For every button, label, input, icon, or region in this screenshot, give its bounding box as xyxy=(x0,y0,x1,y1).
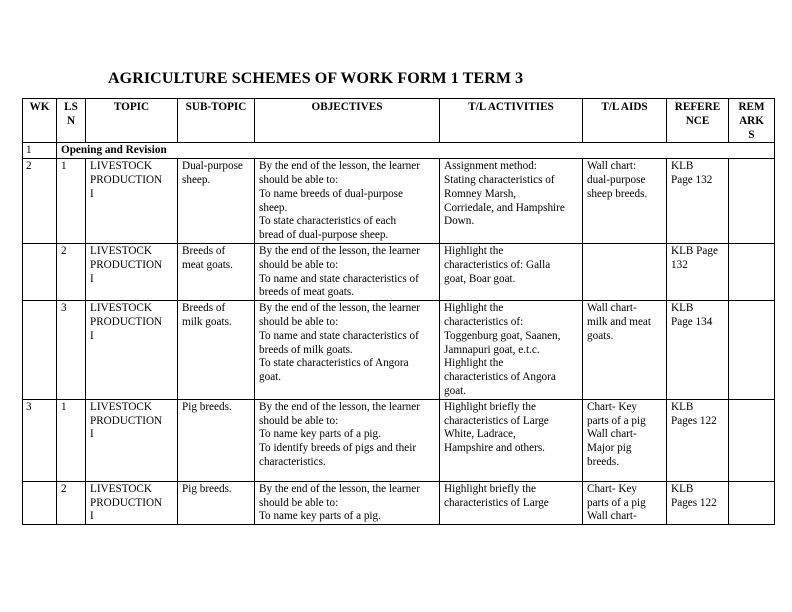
text-line: dual-purpose xyxy=(587,173,646,186)
text-line: characteristics of: Galla xyxy=(444,258,551,271)
header-topic: TOPIC xyxy=(86,99,178,143)
text-line: I xyxy=(90,510,94,523)
text-line: ARK xyxy=(739,114,764,127)
text-line: Highlight briefly the xyxy=(444,400,536,413)
text-line: PRODUCTION xyxy=(90,496,163,509)
subtopic-cell xyxy=(178,399,255,481)
text-line: sheep. xyxy=(259,201,288,214)
topic-cell xyxy=(86,301,178,400)
reference-cell xyxy=(667,481,729,524)
text-line: PRODUCTION xyxy=(90,414,163,427)
text-line: goat, Boar goat. xyxy=(444,272,516,285)
remarks-cell xyxy=(729,399,775,481)
text-line: PRODUCTION xyxy=(90,315,163,328)
text-line: Chart- Key xyxy=(587,482,638,495)
activities-cell xyxy=(440,481,583,524)
text-line: By the end of the lesson, the learner xyxy=(259,160,420,173)
text-line: LIVESTOCK xyxy=(90,244,152,257)
header-activities: T/L ACTIVITIES xyxy=(440,99,583,143)
lsn-cell: 2 xyxy=(57,243,86,300)
text-line: By the end of the lesson, the learner xyxy=(259,482,420,495)
objectives-cell xyxy=(255,481,440,524)
opening-row xyxy=(23,143,775,159)
text-line: sheep. xyxy=(182,173,211,186)
table-row xyxy=(23,399,775,481)
header-objectives: OBJECTIVES xyxy=(255,99,440,143)
text-line: Hampshire and others. xyxy=(444,442,545,455)
objectives-cell xyxy=(255,159,440,244)
aids-cell xyxy=(583,159,667,244)
subtopic-cell xyxy=(178,481,255,524)
reference-cell xyxy=(667,243,729,300)
text-line: To name breeds of dual-purpose xyxy=(259,187,403,200)
topic-cell xyxy=(86,481,178,524)
text-line: breeds of meat goats. xyxy=(259,286,355,299)
text-line: Wall chart- xyxy=(587,428,637,441)
text-line: Toggenburg goat, Saanen, xyxy=(444,329,561,342)
text-line: REM xyxy=(738,101,765,113)
aids-cell xyxy=(583,399,667,481)
wk-cell: 2 xyxy=(23,159,57,244)
text-line: breeds. xyxy=(587,455,619,468)
text-line: Major pig xyxy=(587,442,632,455)
text-line: characteristics of Large xyxy=(444,414,549,427)
text-line: S xyxy=(748,128,755,141)
text-line: Highlight the xyxy=(444,357,504,370)
text-line: Wall chart- xyxy=(587,510,637,523)
table-row xyxy=(23,243,775,300)
table-row xyxy=(23,481,775,524)
text-line: Wall chart: xyxy=(587,160,637,173)
text-line: By the end of the lesson, the learner xyxy=(259,302,420,315)
text-line: KLB xyxy=(671,482,694,495)
text-line: To state characteristics of Angora xyxy=(259,357,409,370)
subtopic-cell xyxy=(178,301,255,400)
objectives-cell xyxy=(255,301,440,400)
text-line: LS xyxy=(64,101,78,113)
wk-cell xyxy=(23,481,57,524)
text-line: KLB xyxy=(671,400,694,413)
header-subtopic: SUB-TOPIC xyxy=(178,99,255,143)
text-line: To state characteristics of each xyxy=(259,215,397,228)
wk-cell xyxy=(23,301,57,400)
text-line: characteristics of: xyxy=(444,315,524,328)
text-line: Pages 122 xyxy=(671,496,717,509)
header-row xyxy=(23,99,775,143)
subtopic-cell xyxy=(178,159,255,244)
text-line: LIVESTOCK xyxy=(90,400,152,413)
topic-cell xyxy=(86,159,178,244)
aids-cell xyxy=(583,243,667,300)
text-line: Pig breeds. xyxy=(182,400,232,413)
text-line: To identify breeds of pigs and their xyxy=(259,442,417,455)
text-line: Highlight the xyxy=(444,244,504,257)
activities-cell xyxy=(440,301,583,400)
text-line: milk goats. xyxy=(182,315,232,328)
remarks-cell xyxy=(729,301,775,400)
header-remarks xyxy=(729,99,775,143)
document-title: AGRICULTURE SCHEMES OF WORK FORM 1 TERM 3 xyxy=(108,70,524,87)
text-line: I xyxy=(90,329,94,342)
topic-cell xyxy=(86,243,178,300)
text-line: I xyxy=(90,187,94,200)
text-line: I xyxy=(90,272,94,285)
text-line: By the end of the lesson, the learner xyxy=(259,244,420,257)
reference-cell xyxy=(667,399,729,481)
text-line: goat. xyxy=(444,384,467,397)
opening-wk: 1 xyxy=(23,143,57,159)
text-line: N xyxy=(66,114,76,127)
text-line: REFERE xyxy=(674,101,721,113)
text-line: To name and state characteristics of xyxy=(259,329,419,342)
table-row xyxy=(23,301,775,400)
text-line: Page 132 xyxy=(671,173,713,186)
text-line: Assignment method: xyxy=(444,160,537,173)
header-aids: T/L AIDS xyxy=(583,99,667,143)
text-line: bread of dual-purpose sheep. xyxy=(259,229,389,242)
text-line: should be able to: xyxy=(259,496,339,509)
text-line: To name and state characteristics of xyxy=(259,272,419,285)
header-reference xyxy=(667,99,729,143)
text-line: Chart- Key xyxy=(587,400,638,413)
text-line: PRODUCTION xyxy=(90,258,163,271)
text-line: characteristics of Angora xyxy=(444,371,556,384)
opening-text: Opening and Revision xyxy=(57,143,775,159)
schemes-of-work-table xyxy=(22,98,775,525)
text-line: goat. xyxy=(259,371,282,384)
text-line: White, Ladrace, xyxy=(444,428,516,441)
wk-cell: 3 xyxy=(23,399,57,481)
text-line: KLB Page xyxy=(671,244,718,257)
aids-cell xyxy=(583,481,667,524)
text-line: should be able to: xyxy=(259,315,339,328)
aids-cell xyxy=(583,301,667,400)
remarks-cell xyxy=(729,481,775,524)
text-line: meat goats. xyxy=(182,258,233,271)
objectives-cell xyxy=(255,399,440,481)
remarks-cell xyxy=(729,159,775,244)
text-line: Corriedale, and Hampshire xyxy=(444,201,565,214)
text-line: should be able to: xyxy=(259,258,339,271)
table-row xyxy=(23,159,775,244)
text-line: Pages 122 xyxy=(671,414,717,427)
activities-cell xyxy=(440,159,583,244)
text-line: Stating characteristics of xyxy=(444,173,555,186)
activities-cell xyxy=(440,399,583,481)
text-line: LIVESTOCK xyxy=(90,160,152,173)
lsn-cell: 2 xyxy=(57,481,86,524)
text-line: should be able to: xyxy=(259,173,339,186)
header-lsn xyxy=(57,99,86,143)
text-line: milk and meat xyxy=(587,315,652,328)
text-line: characteristics of Large xyxy=(444,496,549,509)
text-line: KLB xyxy=(671,160,694,173)
wk-cell xyxy=(23,243,57,300)
text-line: Jamnapuri goat, e.t.c. xyxy=(444,343,540,356)
reference-cell xyxy=(667,301,729,400)
text-line: LIVESTOCK xyxy=(90,482,152,495)
text-line: To name key parts of a pig. xyxy=(259,428,381,441)
text-line: LIVESTOCK xyxy=(90,302,152,315)
reference-cell xyxy=(667,159,729,244)
topic-cell xyxy=(86,399,178,481)
text-line: By the end of the lesson, the learner xyxy=(259,400,420,413)
text-line: Pig breeds. xyxy=(182,482,232,495)
text-line: breeds of milk goats. xyxy=(259,343,353,356)
text-line: 132 xyxy=(671,258,688,271)
activities-cell xyxy=(440,243,583,300)
text-line: Page 134 xyxy=(671,315,713,328)
text-line: Romney Marsh, xyxy=(444,187,517,200)
text-line: Highlight briefly the xyxy=(444,482,536,495)
text-line: Highlight the xyxy=(444,302,504,315)
text-line: should be able to: xyxy=(259,414,339,427)
subtopic-cell xyxy=(178,243,255,300)
lsn-cell: 3 xyxy=(57,301,86,400)
text-line: characteristics. xyxy=(259,455,326,468)
remarks-cell xyxy=(729,243,775,300)
objectives-cell xyxy=(255,243,440,300)
text-line: Down. xyxy=(444,215,475,228)
text-line: sheep breeds. xyxy=(587,187,648,200)
lsn-cell: 1 xyxy=(57,399,86,481)
text-line: I xyxy=(90,428,94,441)
text-line: To name key parts of a pig. xyxy=(259,510,381,523)
text-line: NCE xyxy=(685,114,710,127)
text-line: parts of a pig xyxy=(587,414,646,427)
text-line: PRODUCTION xyxy=(90,173,163,186)
text-line: goats. xyxy=(587,329,614,342)
text-line: Breeds of xyxy=(182,302,226,315)
text-line: Breeds of xyxy=(182,244,226,257)
text-line: parts of a pig xyxy=(587,496,646,509)
lsn-cell: 1 xyxy=(57,159,86,244)
text-line: KLB xyxy=(671,302,694,315)
text-line: Dual-purpose xyxy=(182,160,243,173)
header-wk: WK xyxy=(23,99,57,143)
text-line: Wall chart- xyxy=(587,302,637,315)
